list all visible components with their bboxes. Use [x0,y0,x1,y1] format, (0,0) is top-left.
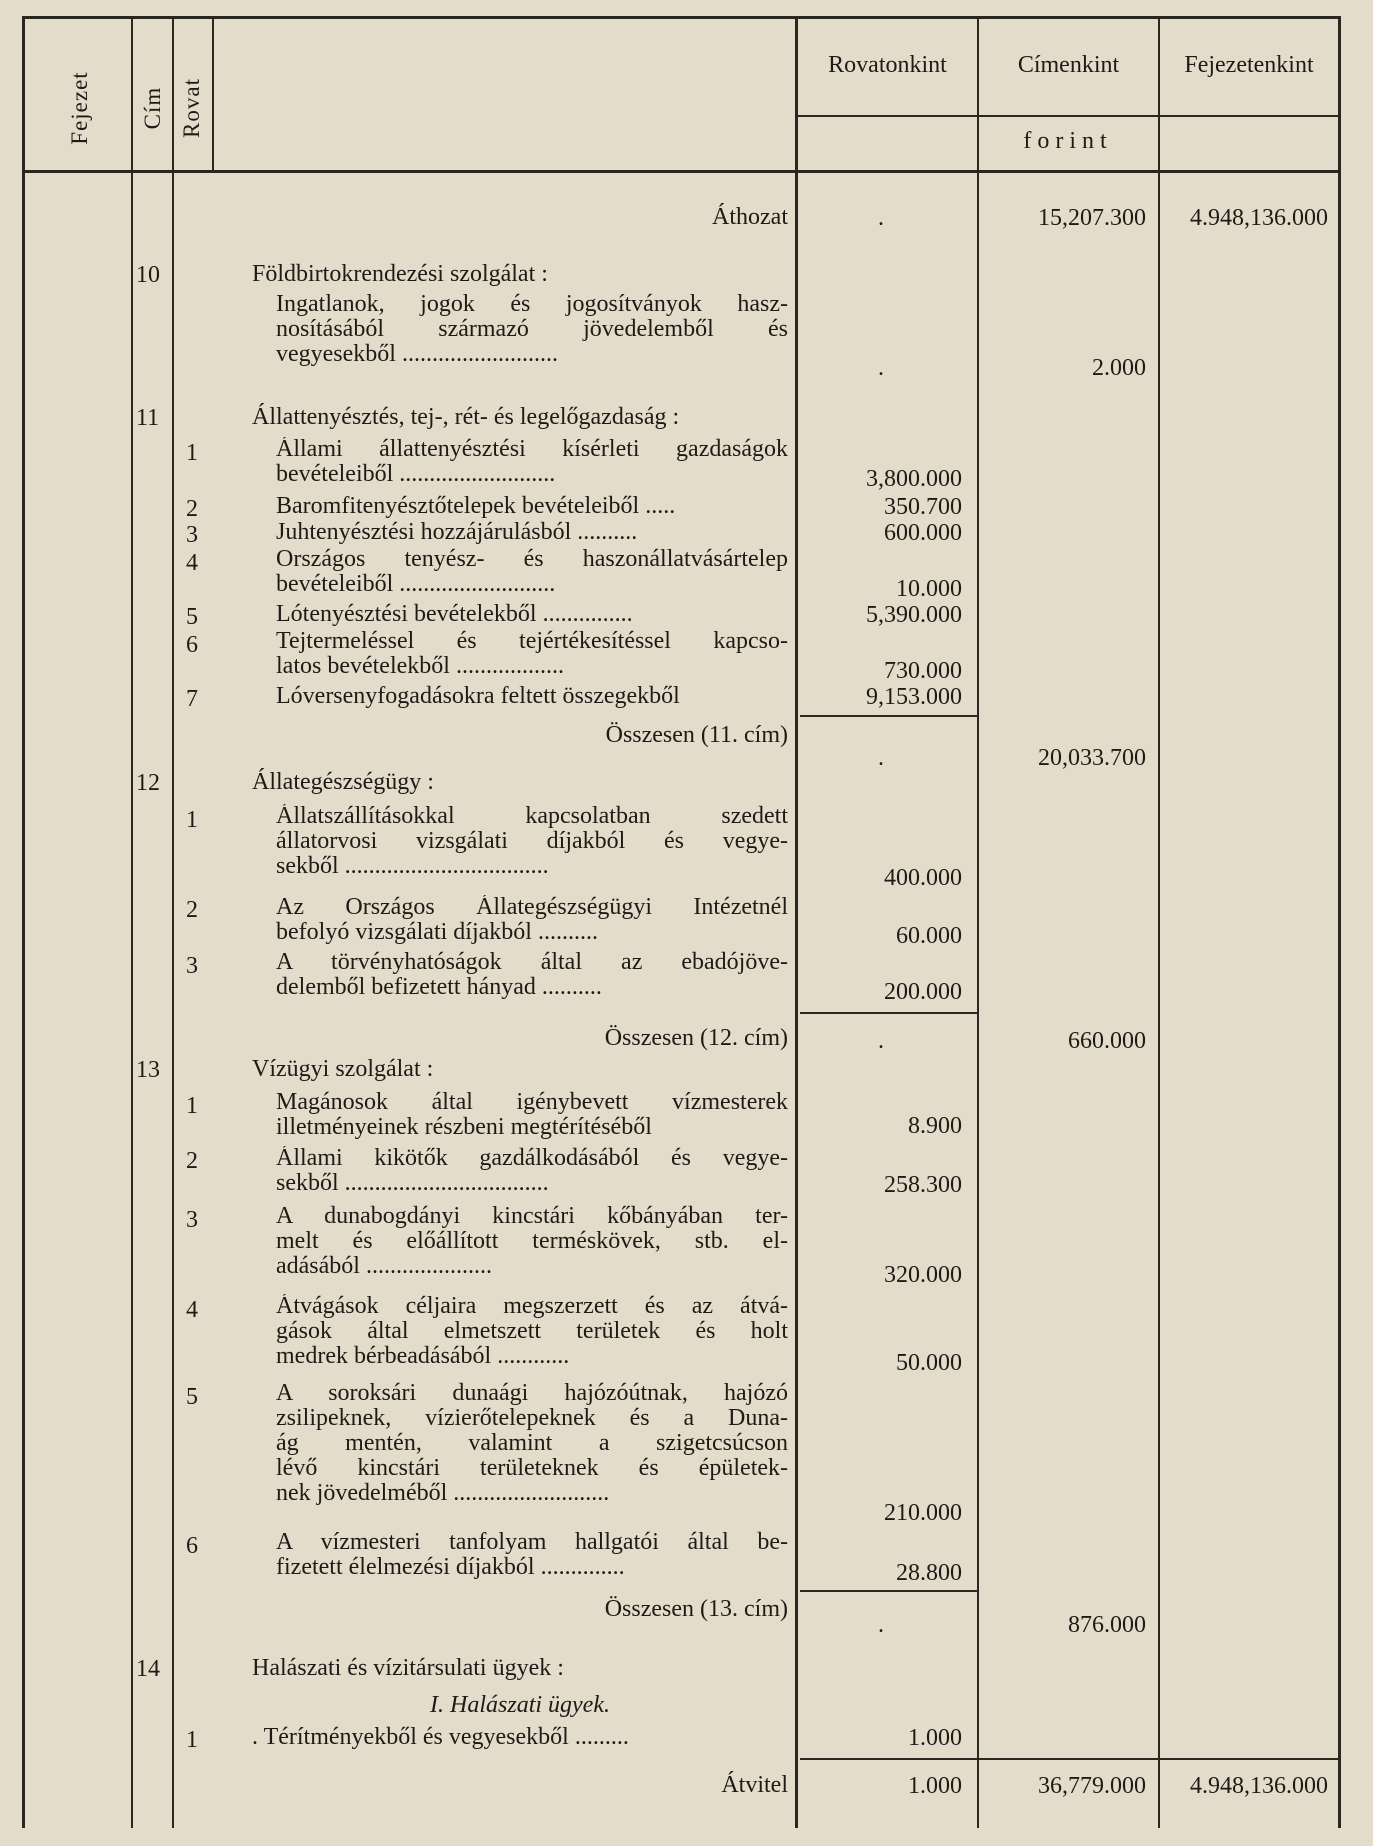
s12-title: Állategészségügy : [252,769,434,795]
s13-item-line: melt és előállított terméskövek, stb. el- [276,1229,788,1254]
s10-line: nosításából származó jövedelemből és [276,317,788,342]
s13-item-line: nek jövedelméből .......................... [276,1481,610,1506]
s13-item-no: 1 [186,1093,198,1119]
s13-item-line: ág mentén, valamint a szigetcsúcson [276,1431,788,1456]
s13-title: Vízügyi szolgálat : [252,1056,434,1082]
athozat-rovat: . [878,205,884,231]
atvitel-label: Átvitel [721,1772,788,1798]
s13-item-value: 320.000 [884,1262,962,1288]
s13-item-line: gások által elmetszett területek és holt [276,1319,788,1344]
atvitel-rovat: 1.000 [908,1773,962,1799]
s13-cim: 13 [136,1057,160,1083]
s12-item-value: 200.000 [884,979,962,1005]
s11-item-value: 9,153.000 [866,684,962,710]
s13-item-line: adásából ..................... [276,1254,492,1279]
s13-item-line: illetményeinek részbeni megtérítéséből [276,1115,652,1140]
s14-item-value: 1.000 [908,1725,962,1751]
s13-item [276,1381,788,1506]
s12-item-line: delemből befizetett hányad .......... [276,975,602,1000]
s13-item [276,1090,788,1140]
s11-item-line: Lóversenyfogadásokra feltett összegekből [276,684,680,709]
s12-item-value: 60.000 [896,923,962,949]
s11-sum-rovat: . [878,745,884,771]
s13-item-line: A soroksári dunaági hajózóútnak, hajózó [276,1381,788,1406]
s11-item-line: Lótenyésztési bevételekből ............... [276,602,633,627]
s11-item [276,602,788,627]
s13-item-no: 2 [186,1148,198,1174]
s14-item-no: 1 [186,1727,198,1753]
s11-title: Állattenyésztés, tej-, rét- és legelőgazdaság : [252,404,680,430]
s13-item-value: 50.000 [896,1350,962,1376]
s11-item-value: 5,390.000 [866,602,962,628]
s11-item-line: Állami állattenyésztési kísérleti gazdaságok [276,437,788,462]
s12-item-line: sekből .................................. [276,854,549,879]
s13-item-line: Átvágások céljaira megszerzett és az átvá- [276,1294,788,1319]
s12-item [276,895,788,945]
s14-title: Halászati és vízitársulati ügyek : [252,1655,564,1681]
s11-item [276,520,788,545]
s10-rovat: . [878,355,884,381]
s13-item [276,1204,788,1279]
frame-top-rule [22,16,1341,19]
atvitel-fejezet: 4.948,136.000 [1190,1773,1328,1799]
col-rule-rovatonkint [977,18,979,1828]
s13-item [276,1146,788,1196]
s11-item-value: 600.000 [884,520,962,546]
s14-cim: 14 [136,1656,160,1682]
col-rule-fejezet [131,18,133,1828]
s13-item-line: fizetett élelmezési díjakból .............. [276,1555,625,1580]
s11-sum-cim: 20,033.700 [1038,745,1146,771]
s11-item-line: bevételeiből .......................... [276,572,556,597]
s11-item-value: 10.000 [896,576,962,602]
s13-item-no: 4 [186,1297,198,1323]
s14-item-line: . Térítményekből és vegyesekből ......... [252,1725,629,1750]
s11-sum-label: Összesen (11. cím) [605,722,788,748]
col-rule-rovat [212,18,214,173]
s13-item-line: zsilipeknek, vízierőtelepeknek és a Duna- [276,1406,788,1431]
s11-item-no: 6 [186,632,198,658]
athozat-label: Áthozat [712,204,788,230]
s12-item-line: A törvényhatóságok által az ebadójöve- [276,950,788,975]
s11-item [276,684,788,709]
s13-item-value: 210.000 [884,1500,962,1526]
atvitel-rule [800,1758,1338,1760]
header-unit-rule [798,115,1338,117]
s11-item-no: 3 [186,522,198,548]
s11-item-no: 4 [186,550,198,576]
s11-item-no: 1 [186,440,198,466]
s11-item-no: 5 [186,604,198,630]
s12-sum-rovat: . [878,1028,884,1054]
athozat-cim: 15,207.300 [1038,205,1146,231]
col-rule-cimenkint [1158,18,1160,1828]
header-bottom-rule [22,170,1341,173]
atvitel-cim: 36,779.000 [1038,1773,1146,1799]
s10-title: Földbirtokrendezési szolgálat : [252,261,548,287]
s12-sum-rule [800,1012,978,1014]
s11-item-line: Országos tenyész- és haszonállatvásártelep [276,547,788,572]
s12-item-line: Állatszállításokkal kapcsolatban szedett [276,804,788,829]
s12-item [276,950,788,1000]
s12-item-line: Az Országos Állategészségügyi Intézetnél [276,895,788,920]
s11-item [276,437,788,487]
s12-item-line: állatorvosi vizsgálati díjakból és vegye- [276,829,788,854]
s14-subtitle: I. Halászati ügyek. [430,1692,610,1718]
header-fejezet: Fejezet [67,71,92,145]
s13-item-no: 6 [186,1533,198,1559]
s13-item-line: lévő kincstári területeknek és épületek- [276,1456,788,1481]
s13-item-line: A vízmesteri tanfolyam hallgatói által be- [276,1530,788,1555]
s10-cim: 10 [136,262,160,288]
header-cimenkint: Címenkint [1017,52,1120,78]
s13-sum-rule [800,1590,978,1592]
s10-text [276,292,788,367]
s13-item-value: 258.300 [884,1172,962,1198]
s13-sum-rovat: . [878,1612,884,1638]
s13-item-line: Állami kikötők gazdálkodásából és vegye- [276,1146,788,1171]
header-cim: Cím [140,86,165,130]
col-rule-description [795,18,798,1828]
s13-item-line: medrek bérbeadásából ............ [276,1344,570,1369]
s11-item-line: Tejtermeléssel és tejértékesítéssel kapcso- [276,629,788,654]
header-fejezetenkint: Fejezetenkint [1184,52,1314,78]
s11-cim: 11 [136,405,160,431]
s11-item-value: 350.700 [884,494,962,520]
s12-cim: 12 [136,770,160,796]
s11-item-value: 3,800.000 [866,466,962,492]
s12-item-value: 400.000 [884,865,962,891]
s13-item-no: 5 [186,1384,198,1410]
frame-right-rule [1338,18,1341,1828]
s13-sum-label: Összesen (13. cím) [604,1596,788,1622]
s11-item [276,629,788,679]
s11-item [276,547,788,597]
s10-total: 2.000 [1092,355,1146,381]
s13-item-line: Magánosok által igénybevett vízmesterek [276,1090,788,1115]
header-unit: forint [1023,128,1113,154]
s13-item-value: 8.900 [908,1113,962,1139]
s13-item-no: 3 [186,1207,198,1233]
s13-sum-cim: 876.000 [1068,1612,1146,1638]
s11-item-line: latos bevételekből .................. [276,654,564,679]
s12-item-line: befolyó vizsgálati díjakból .......... [276,920,598,945]
s12-sum-cim: 660.000 [1068,1028,1146,1054]
s11-item-line: Baromfitenyésztőtelepek bevételeiből ..... [276,494,676,519]
s11-item-no: 2 [186,496,198,522]
s13-item-line: sekből .................................. [276,1171,549,1196]
s12-item [276,804,788,879]
header-rovatonkint: Rovatonkint [828,52,947,78]
s13-item [276,1530,788,1580]
header-rovat: Rovat [179,78,204,138]
s10-line: Ingatlanok, jogok és jogosítványok hasz- [276,292,788,317]
s10-line: vegyesekből .......................... [276,342,558,367]
s12-sum-label: Összesen (12. cím) [604,1025,788,1051]
s12-item-no: 3 [186,953,198,979]
frame-left-rule [22,18,25,1828]
s11-item-value: 730.000 [884,658,962,684]
s11-sum-rule [800,715,978,717]
s11-item-line: bevételeiből .......................... [276,462,556,487]
s11-item-no: 7 [186,686,198,712]
s11-item [276,494,788,519]
s11-item-line: Juhtenyésztési hozzájárulásból .......... [276,520,638,545]
athozat-fejezet: 4.948,136.000 [1190,205,1328,231]
s13-item [276,1294,788,1369]
s12-item-no: 1 [186,807,198,833]
s12-item-no: 2 [186,897,198,923]
s14-item [252,1725,788,1750]
s13-item-line: A dunabogdányi kincstári kőbányában ter- [276,1204,788,1229]
s13-item-value: 28.800 [896,1560,962,1586]
